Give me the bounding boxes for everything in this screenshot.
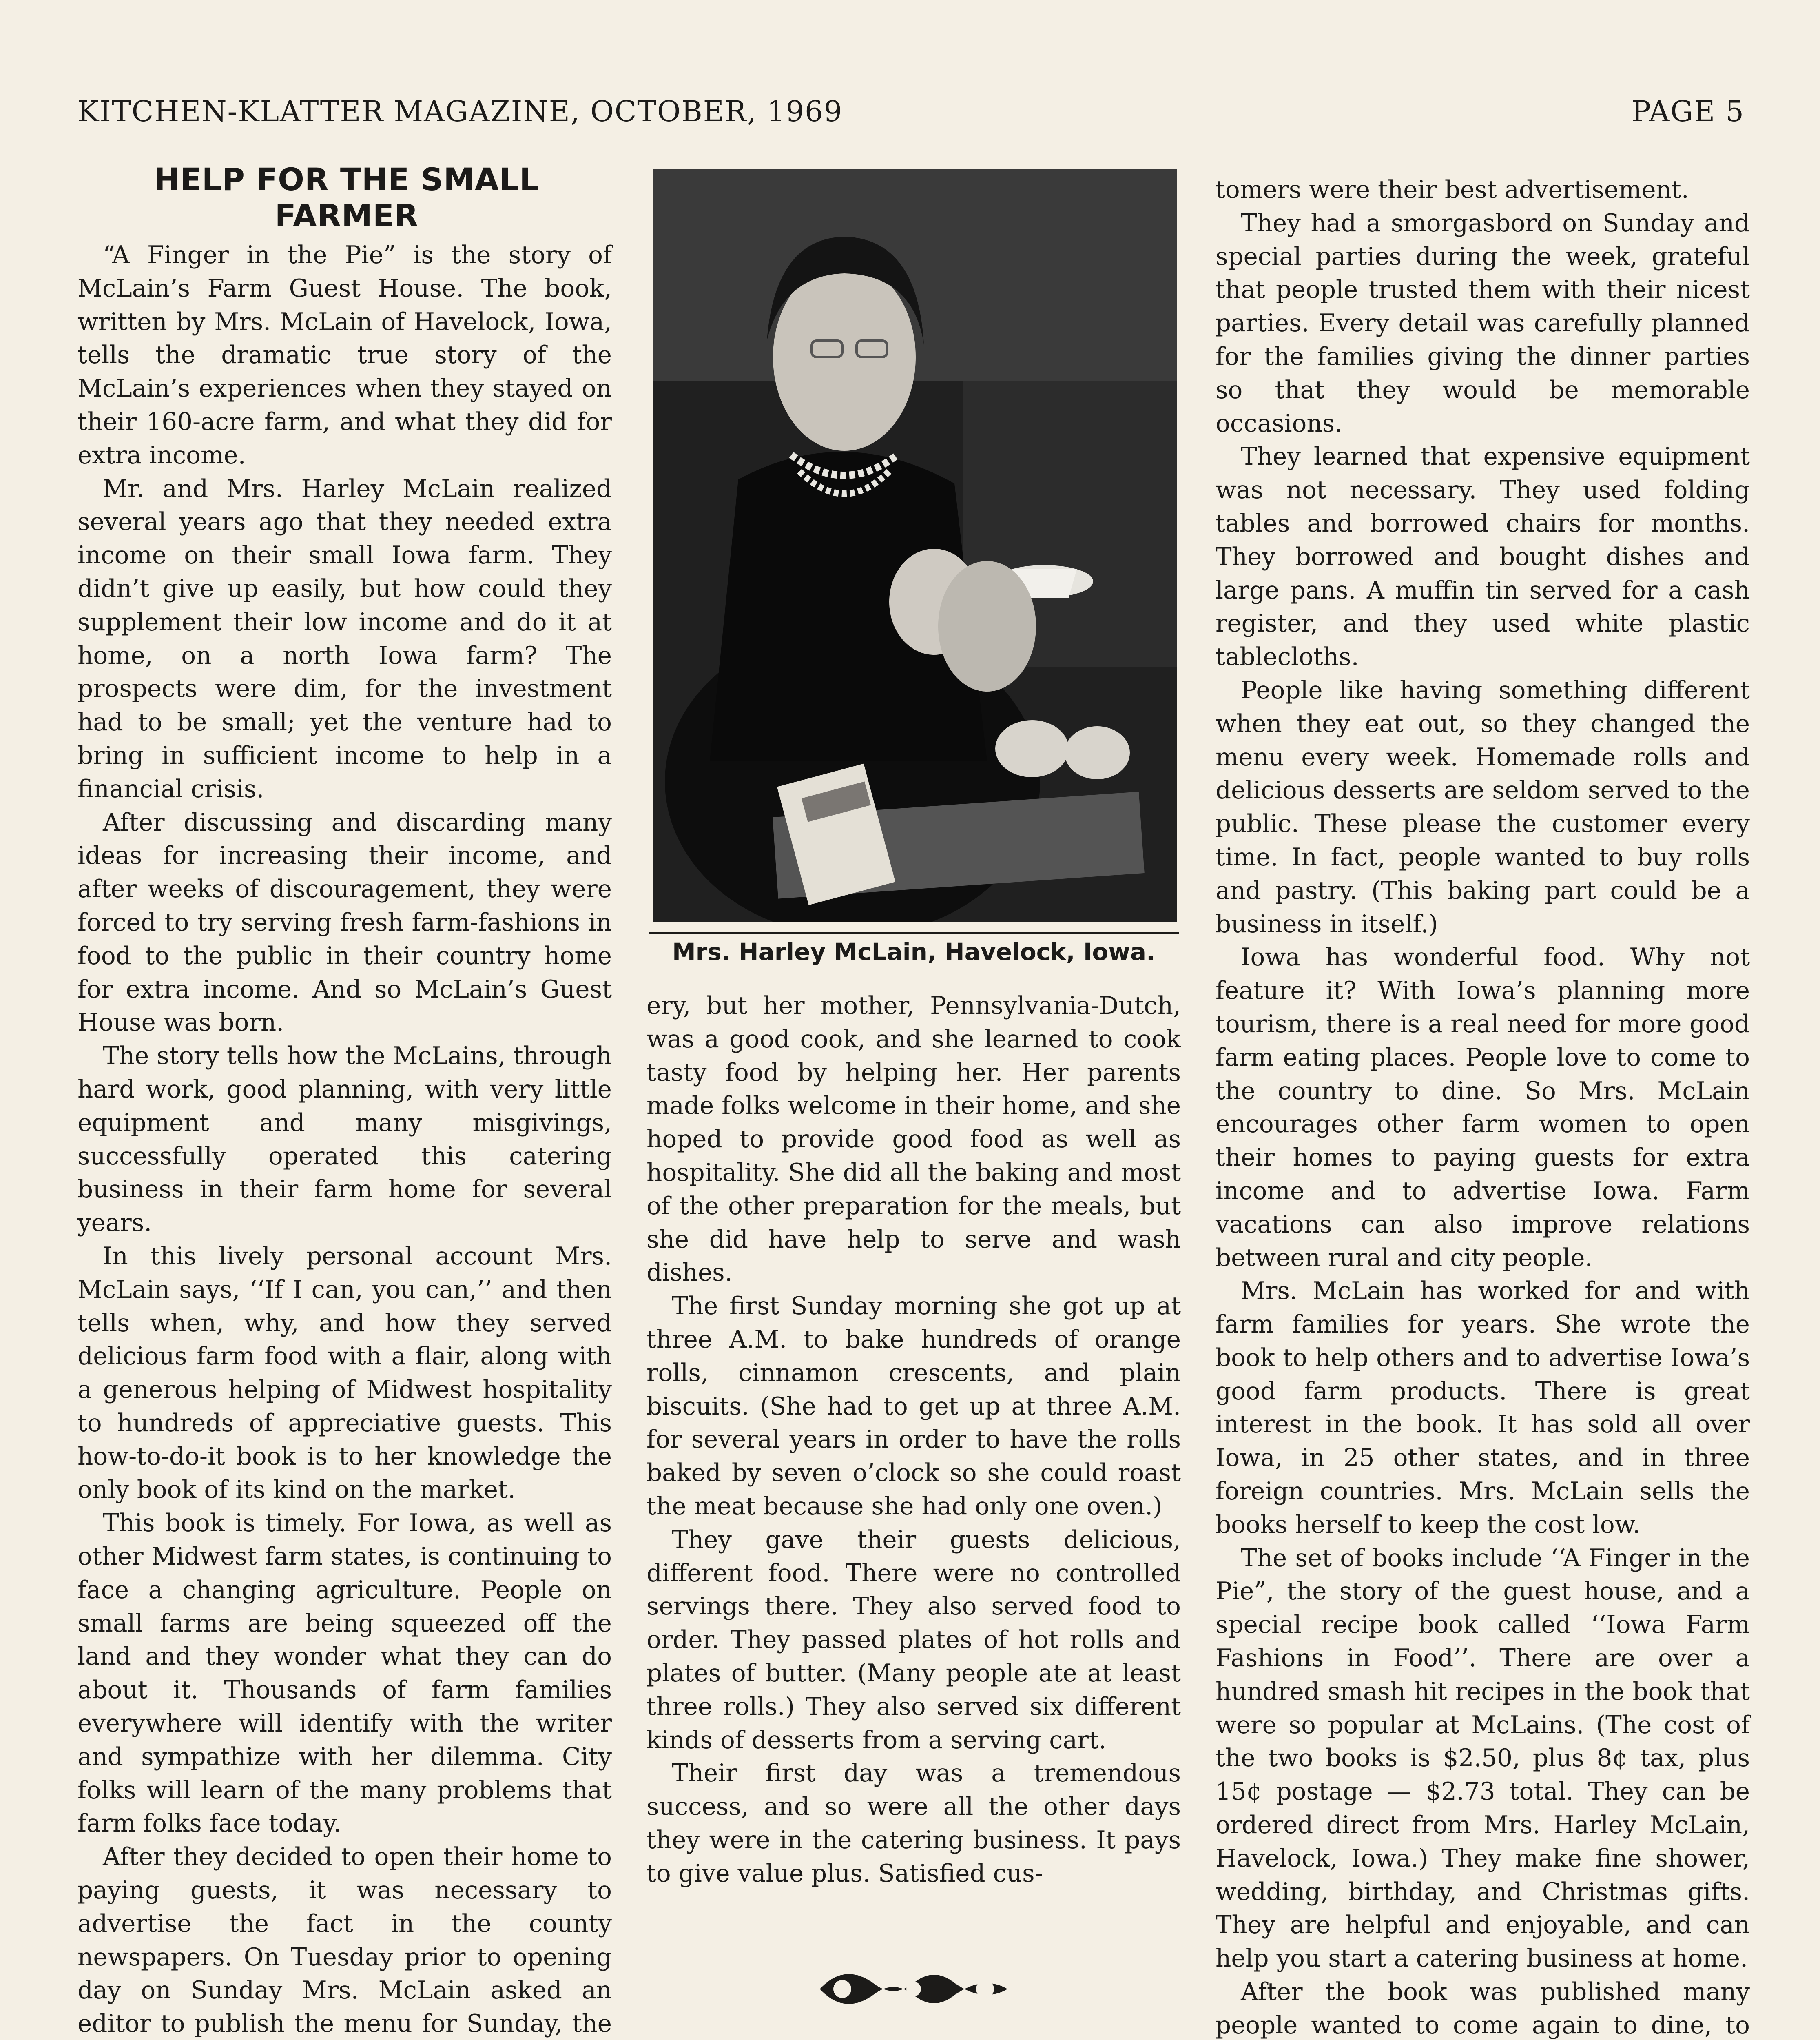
paragraph: The story tells how the McLains, through hard work, good planning, with very little equipment and many misgivings, successfully operated this catering business in their farm home for several years. [77, 1042, 612, 1237]
magazine-header: KITCHEN-KLATTER MAGAZINE, OCTOBER, 1969 [77, 95, 843, 128]
paragraph: Mrs. McLain has worked for and with farm families for years. She wrote the book to help others and to advertise Iowa’s good farm products. There is great interest in the book. It has sold all over Iowa, in 25 other states, and in three foreign countries. Mrs. McLain sells the books herself to keep the cost low. [1216, 1277, 1750, 1539]
paragraph: After the book was published many people wanted to come again to dine, to [1216, 1978, 1750, 2040]
article-column-3 [1216, 173, 1750, 2040]
paragraph: In this lively personal account Mrs. McLain says, ‘‘If I can, you can,’’ and then tells when, why, and how they served delicious farm food with a flair, along with a generous helping of Midwest hospitality to hundreds of appreciative guests. This how-to-do-it book is to her knowledge the only book of its kind on the market. [77, 1242, 612, 1504]
paragraph: After they decided to open their home to paying guests, it was necessary to advertise the fact in the county newspapers. On Tuesday prior to opening day on Sunday Mrs. McLain asked an editor to publish the menu for Sunday, the [77, 1843, 612, 2038]
paragraph: Mr. and Mrs. Harley McLain realized several years ago that they needed extra income on their small Iowa farm. They didn’t give up easily, but how could they supplement their low income and do it at home, on a north Iowa farm? The prospects were dim, for the investment had to be small; yet the venture had to bring in sufficient income to help in a financial crisis. [77, 475, 612, 803]
paragraph: They learned that expensive equipment was not necessary. They used folding tables and borrowed chairs for months. They borrowed and bought dishes and large pans. A muffin tin served for a cash register, and they used white plastic tablecloths. [1216, 443, 1750, 672]
article-column-2 [647, 989, 1181, 1891]
paragraph: “A Finger in the Pie” is the story of McLain’s Farm Guest House. The book, written by Mrs. McLain of Havelock, Iowa, tells the dramatic true story of the McLain’s experiences when they stayed on their 160-acre farm, and what they did for extra income. [77, 241, 612, 470]
portrait-illustration [653, 169, 1177, 922]
article-column-1 [77, 239, 612, 2040]
paragraph: ery, but her mother, Pennsylvania-Dutch, was a good cook, and she learned to cook tasty food by helping her. Her parents made folks welcome in their home, and she hoped to provide good food as well as hospitality. She did all the baking and most of the other preparation for the meals, but she did have help to serve and wash dishes. [647, 992, 1181, 1287]
paragraph: tomers were their best advertisement. [1216, 176, 1689, 204]
paragraph: After discussing and discarding many ideas for increasing their income, and after weeks of discouragement, they were forced to try serving fresh farm-fashions in food to the public in their country home for extra income. And so McLain’s Guest House was born. [77, 808, 612, 1037]
portrait-photo [653, 169, 1177, 922]
article-title: HELP FOR THE SMALL FARMER [154, 161, 540, 234]
paragraph: The set of books include ‘‘A Finger in the Pie”, the story of the guest house, and a special recipe book called ‘‘Iowa Farm Fashions in Food’’. There are over a hundred smash hit recipes in the book that were so popular at McLains. (The cost of the two books is $2.50, plus 8¢ tax, plus 15¢ postage — $2.73 total. They can be ordered direct from Mrs. Harley McLain, Havelock, Iowa.) They make fine shower, wedding, birthday, and Christmas gifts. They are helpful and enjoyable, and can help you start a catering business at home. [1216, 1544, 1750, 1973]
photo-caption: Mrs. Harley McLain, Havelock, Iowa. [649, 932, 1179, 966]
paragraph: This book is timely. For Iowa, as well as other Midwest farm states, is continuing to face a changing agriculture. People on small farms are being squeezed off the land and they wonder what they can do about it. Thousands of farm families everywhere will identify with the writer and sympathize with her dilemma. City folks will learn of the many problems that farm folks face today. [77, 1509, 612, 1838]
ornament-divider-icon [812, 1958, 1016, 2020]
paragraph: The first Sunday morning she got up at three A.M. to bake hundreds of orange rolls, cinnamon crescents, and plain biscuits. (She had to get up at three A.M. for several years in order to have the rolls baked by seven o’clock so she could roast the meat because she had only one oven.) [647, 1292, 1181, 1521]
paragraph: Iowa has wonderful food. Why not feature it? With Iowa’s planning more tourism, there is a real need for more good farm eating places. People love to come to the country to dine. So Mrs. McLain encourages other farm women to open their homes to paying guests for extra income and to advertise Iowa. Farm vacations can also improve relations between rural and city people. [1216, 943, 1750, 1272]
paragraph: They gave their guests delicious, different food. There were no controlled servings there. They also served food to order. They passed plates of hot rolls and plates of butter. (Many people ate at least three rolls.) They also served six different kinds of desserts from a serving cart. [647, 1526, 1181, 1754]
paragraph: Their first day was a tremendous success, and so were all the other days they were in the catering business. It pays to give value plus. Satisfied cus- [647, 1759, 1181, 1888]
paragraph: They had a smorgasbord on Sunday and special parties during the week, grateful that people trusted them with their nicest parties. Every detail was carefully planned for the families giving the dinner parties so that they would be memorable occasions. [1216, 209, 1750, 438]
paragraph: People like having something different when they eat out, so they changed the menu every week. Homemade rolls and delicious desserts are seldom served to the public. These please the customer every time. In fact, people wanted to buy rolls and pastry. (This baking part could be a business in itself.) [1216, 676, 1750, 938]
page-number: PAGE 5 [1631, 95, 1745, 128]
